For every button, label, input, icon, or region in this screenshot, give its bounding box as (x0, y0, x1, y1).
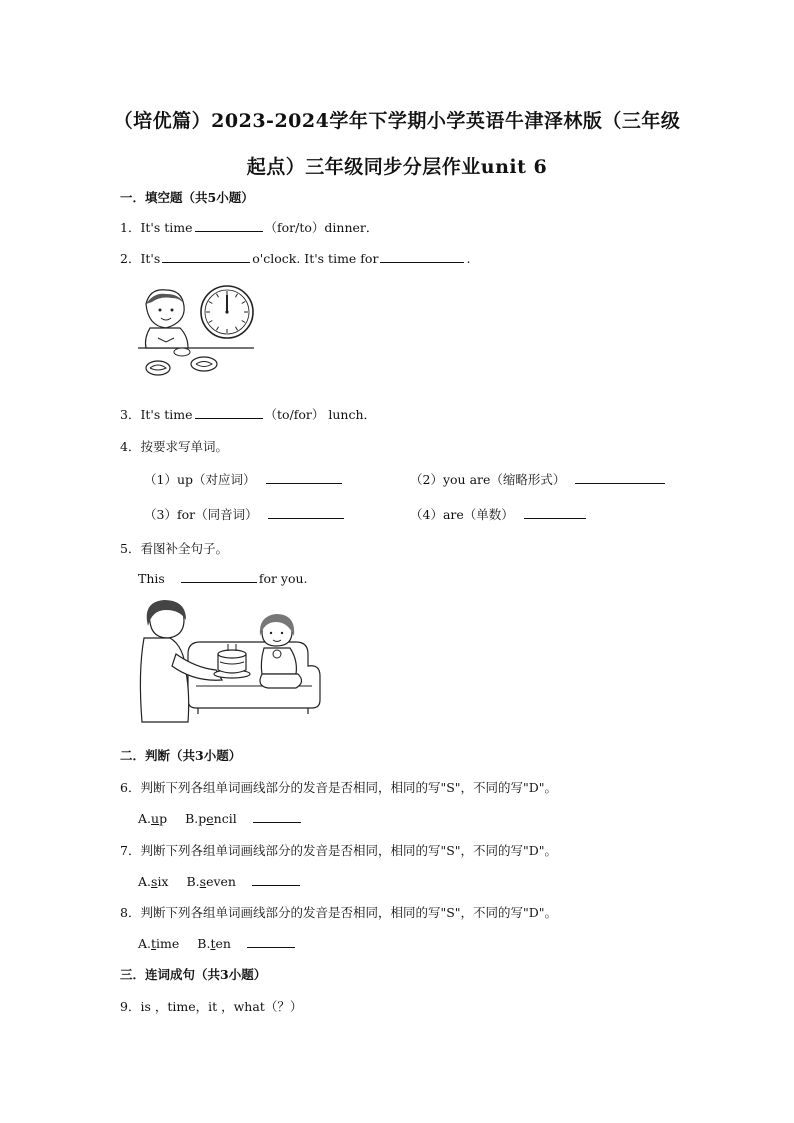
question-number: 9． (120, 999, 141, 1014)
question-number: 6． (120, 780, 141, 795)
question-8: 8．判断下列各组单词画线部分的发音是否相同，相同的写"S"，不同的写"D"。 (120, 905, 558, 920)
answer-blank[interactable] (181, 569, 257, 583)
question-9: 9．is ，time，it ，what（？） (120, 999, 303, 1014)
answer-blank[interactable] (195, 405, 263, 419)
question-6: 6．判断下列各组单词画线部分的发音是否相同，相同的写"S"，不同的写"D"。 (120, 780, 558, 795)
answer-blank[interactable] (380, 249, 464, 263)
answer-blank[interactable] (266, 470, 342, 484)
q4-item-1: （1）up（对应词） (144, 470, 344, 488)
q4-item-2: （2）you are（缩略形式） (410, 470, 667, 488)
answer-blank[interactable] (252, 872, 300, 886)
boy-eating-illustration (136, 282, 256, 382)
section-2-heading: 二．判断（共3小题） (120, 748, 242, 763)
section-1-heading: 一．填空题（共5小题） (120, 190, 254, 205)
q8-options: A.time B.ten (138, 934, 297, 951)
page-title-line-2: 起点）三年级同步分层作业unit 6 (246, 156, 548, 178)
question-1: 1．It's time （for/to）dinner． (120, 220, 379, 235)
q5-sentence: This for you. (138, 571, 308, 586)
question-5: 5．看图补全句子。 (120, 541, 228, 556)
answer-blank[interactable] (162, 249, 250, 263)
question-number: 8． (120, 905, 141, 920)
answer-blank[interactable] (253, 809, 301, 823)
section-3-heading: 三．连词成句（共3小题） (120, 967, 267, 982)
question-number: 1． (120, 220, 141, 235)
q7-options: A.six B.seven (138, 872, 302, 889)
mother-daughter-cake-illustration (136, 602, 322, 726)
question-2: 2．It's o'clock. It's time for . (120, 251, 471, 266)
q4-item-4: （4）are（单数） (410, 505, 588, 523)
answer-blank[interactable] (247, 934, 295, 948)
question-number: 5． (120, 541, 141, 556)
question-3: 3．It's time （to/for） lunch． (120, 407, 377, 422)
question-number: 4． (120, 439, 141, 454)
answer-blank[interactable] (268, 505, 344, 519)
question-number: 3． (120, 407, 141, 422)
question-number: 2． (120, 251, 141, 266)
q4-item-3: （3）for（同音词） (144, 505, 346, 523)
page-title-line-1: （培优篇）2023-2024学年下学期小学英语牛津泽林版（三年级 (113, 110, 681, 132)
answer-blank[interactable] (524, 505, 586, 519)
answer-blank[interactable] (195, 218, 263, 232)
question-number: 7． (120, 843, 141, 858)
clock-icon (201, 286, 253, 338)
q6-options: A.up B.pencil (138, 809, 303, 826)
answer-blank[interactable] (575, 470, 665, 484)
question-4: 4．按要求写单词。 (120, 439, 228, 454)
question-7: 7．判断下列各组单词画线部分的发音是否相同，相同的写"S"，不同的写"D"。 (120, 843, 558, 858)
